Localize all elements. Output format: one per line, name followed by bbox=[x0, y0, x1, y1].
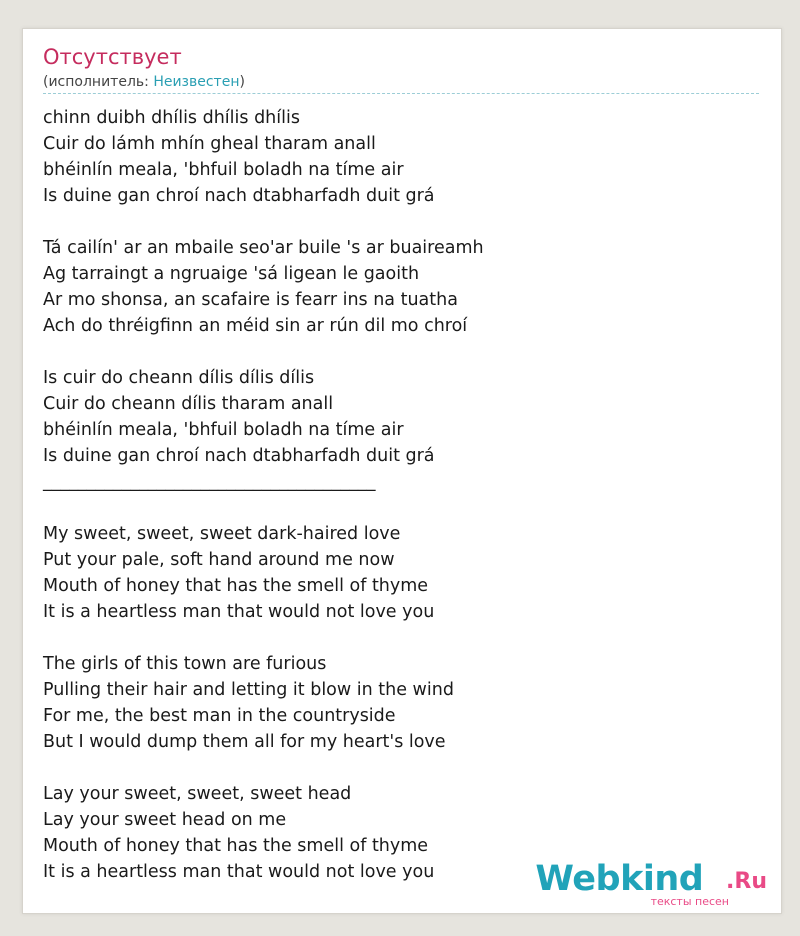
lyric-line: Is duine gan chroí nach dtabharfadh duit grá bbox=[43, 446, 435, 466]
lyric-line: Pulling their hair and letting it blow in the wind bbox=[43, 680, 454, 700]
lyric-line: Ag tarraingt a ngruaige 'sá ligean le gaoith bbox=[43, 264, 420, 284]
lyric-line: Lay your sweet, sweet, sweet head bbox=[43, 784, 352, 804]
lyric-line: It is a heartless man that would not love you bbox=[43, 862, 435, 882]
lyric-line: Put your pale, soft hand around me now bbox=[43, 550, 395, 570]
artist-link[interactable]: Неизвестен bbox=[153, 74, 240, 90]
artist-line bbox=[43, 73, 245, 91]
lyric-line: Ar mo shonsa, an scafaire is fearr ins na tuatha bbox=[43, 290, 458, 310]
lyric-line: It is a heartless man that would not love you bbox=[43, 602, 435, 622]
lyric-line: But I would dump them all for my heart's love bbox=[43, 732, 446, 752]
lyric-line: Lay your sweet head on me bbox=[43, 810, 287, 830]
lyric-line: Mouth of honey that has the smell of thyme bbox=[43, 836, 429, 856]
header-divider bbox=[43, 93, 759, 94]
lyrics-card bbox=[22, 28, 782, 914]
artist-suffix: ) bbox=[239, 74, 245, 90]
lyric-line: ______________________________________ bbox=[43, 472, 376, 492]
lyric-line: Is cuir do cheann dílis dílis dílis bbox=[43, 368, 315, 388]
logo-wordmark: Webkind bbox=[535, 859, 704, 899]
lyric-line bbox=[43, 495, 759, 521]
lyric-line: Cuir do cheann dílis tharam anall bbox=[43, 394, 334, 414]
lyric-line: chinn duibh dhílis dhílis dhílis bbox=[43, 108, 300, 128]
lyric-line: Ach do thréigfinn an méid sin ar rún dil mo chroí bbox=[43, 316, 468, 336]
lyric-line bbox=[43, 625, 759, 651]
lyric-line: Cuir do lámh mhín gheal tharam anall bbox=[43, 134, 376, 154]
lyric-line: The girls of this town are furious bbox=[43, 654, 327, 674]
lyric-line: bhéinlín meala, 'bhfuil boladh na tíme air bbox=[43, 420, 404, 440]
logo-tagline: тексты песен bbox=[650, 895, 729, 908]
lyric-line: Tá cailín' ar an mbaile seo'ar buile 's ar buaireamh bbox=[43, 238, 484, 258]
logo-tld: .Ru bbox=[726, 869, 767, 894]
webkind-logo[interactable] bbox=[535, 855, 775, 915]
lyric-line: My sweet, sweet, sweet dark-haired love bbox=[43, 524, 401, 544]
lyrics-text bbox=[43, 105, 759, 885]
lyric-line bbox=[43, 209, 759, 235]
lyric-line: bhéinlín meala, 'bhfuil boladh na tíme air bbox=[43, 160, 404, 180]
lyric-line bbox=[43, 339, 759, 365]
lyric-line: Mouth of honey that has the smell of thyme bbox=[43, 576, 429, 596]
lyric-line bbox=[43, 755, 759, 781]
song-title: Отсутствует bbox=[43, 45, 182, 69]
artist-prefix: (исполнитель: bbox=[43, 74, 154, 90]
lyric-line: Is duine gan chroí nach dtabharfadh duit grá bbox=[43, 186, 435, 206]
lyric-line: For me, the best man in the countryside bbox=[43, 706, 396, 726]
